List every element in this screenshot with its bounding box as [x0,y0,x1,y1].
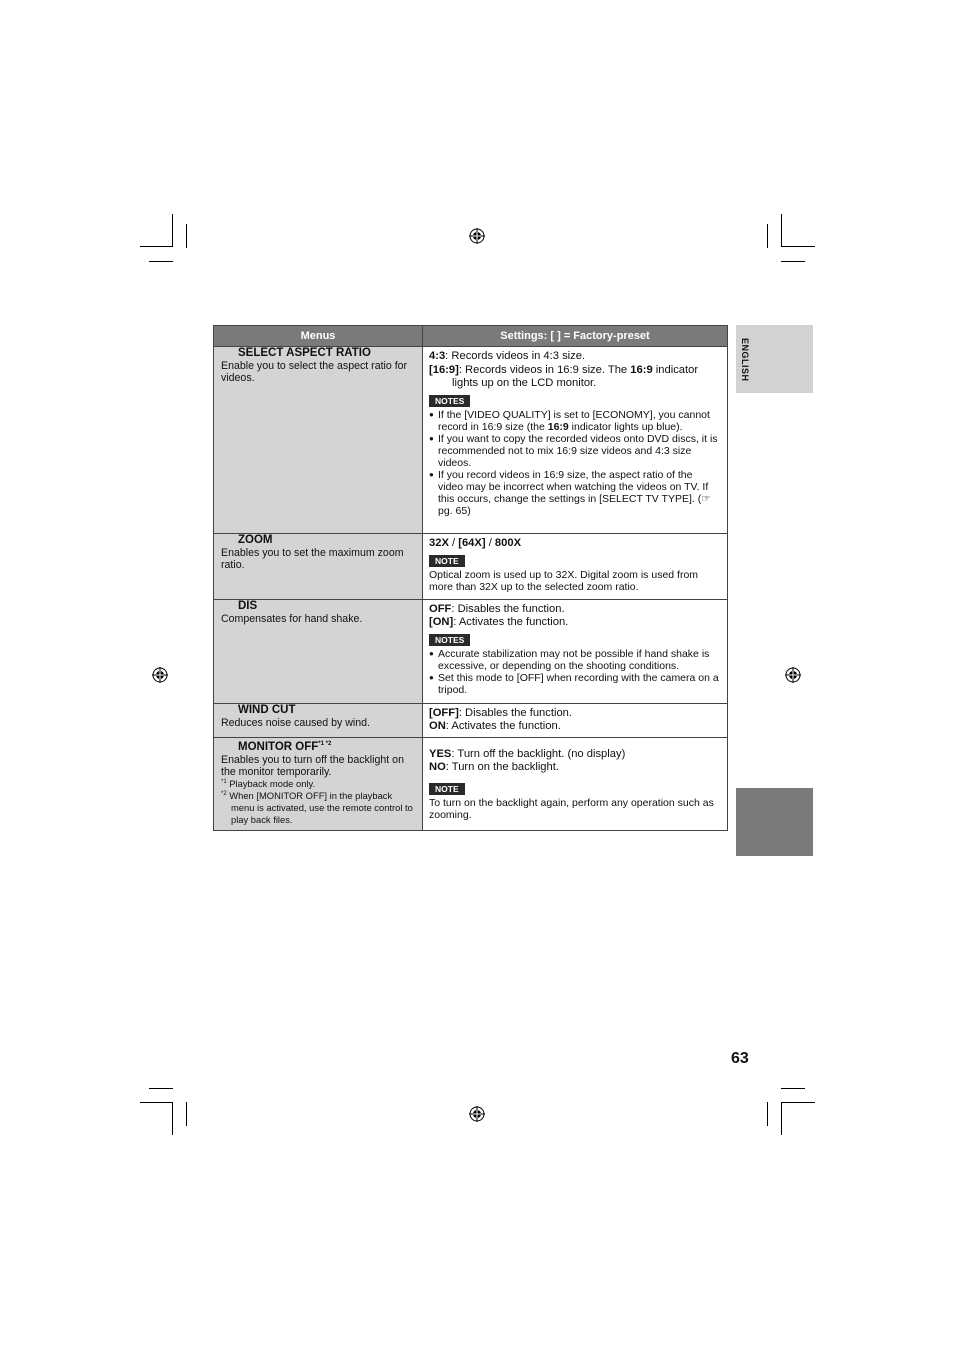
crop-mark [149,261,173,262]
crop-mark [186,224,187,248]
crop-mark [172,214,173,247]
note-item: ● If you want to copy the recorded videos onto DVD discs, it is recommended not to mix 16:9 size videos and 4:3 size videos. [429,433,719,469]
menu-cell [214,737,423,830]
menu-cell [214,599,423,703]
note-text: To turn on the backlight again, perform any operation such as zooming. [429,796,714,821]
note-label: NOTE [429,783,465,795]
crop-mark [140,1102,173,1103]
crop-mark [781,1102,782,1135]
note-label: NOTE [429,555,465,567]
menu-description: Enables you to turn off the backlight on the monitor temporarily. [221,753,404,778]
menu-title: DIS [238,599,258,612]
option-line: 32X / [64X] / 800X [429,537,522,549]
option-line: 4:3: Records videos in 4:3 size. [429,350,586,362]
table-row [214,703,728,737]
menu-title: ZOOM [238,534,273,546]
menu-description: Compensates for hand shake. [221,612,363,625]
crop-mark [149,1088,173,1089]
menu-cell [214,534,423,600]
menu-cell [214,703,423,737]
settings-cell [423,703,728,737]
footnote: $^{*1}$ Playback mode only. [221,777,316,789]
settings-cell [423,599,728,703]
option-line: NO: Turn on the backlight. [429,761,559,773]
registration-mark-icon [785,667,801,683]
notes-label: NOTES [429,634,470,646]
table-row [214,599,728,703]
crop-mark [781,1102,815,1103]
registration-mark-icon [469,1106,485,1122]
footnote: $^{*2}$ When [MONITOR OFF] in the playback menu is activated, use the remote control to play back files. [221,789,413,825]
crop-mark [781,214,782,247]
language-label: ENGLISH [740,338,750,382]
crop-mark [172,1102,173,1135]
registration-mark-icon [152,667,168,683]
settings-cell [423,737,728,830]
header-menus: Menus [214,326,423,347]
table-row [214,534,728,600]
table-row [214,347,728,534]
option-line: ON: Activates the function. [429,720,561,732]
option-line: [OFF]: Disables the function. [429,706,573,719]
crop-mark [781,261,805,262]
menu-settings-table [213,325,728,831]
note-text: Optical zoom is used up to 32X. Digital zoom is used from more than 32X up to the selected zoom ratio. [429,568,699,593]
option-line: [16:9]: Records videos in 16:9 size. The 16:9 indicator lights up on the LCD monitor. [429,363,699,389]
note-item: ● If you record videos in 16:9 size, the aspect ratio of the video may be incorrect when watching the videos on TV. If this occurs, change the settings in [SELECT TV TYPE]. (☞ pg. 65) [429,469,719,517]
table-row [214,737,728,830]
crop-mark [781,246,815,247]
option-line: YES: Turn off the backlight. (no display) [429,747,626,760]
note-item: ● Set this mode to [OFF] when recording with the camera on a tripod. [429,672,719,696]
note-item: ● If the [VIDEO QUALITY] is set to [ECONOMY], you cannot record in 16:9 size (the 16:9 indicator lights up blue). [429,409,719,433]
crop-mark [140,246,173,247]
menu-title: MONITOR $OFF^{*1 *2}$ [238,740,332,753]
table-header-row [214,326,728,347]
notes-label: NOTES [429,395,470,407]
menu-cell [214,347,423,534]
menu-title: SELECT ASPECT RATIO [238,347,371,359]
header-settings: Settings: [ ] = Factory-preset [423,326,728,347]
registration-mark-icon [469,228,485,244]
menu-description: Enable you to select the aspect ratio for videos. [221,360,408,384]
settings-cell [423,534,728,600]
note-item: ● Accurate stabilization may not be possible if hand shake is excessive, or depending on the shooting conditions. [429,648,719,672]
option-line: OFF: Disables the function. [429,602,565,615]
menu-title: WIND CUT [238,703,296,716]
section-tab [736,788,813,856]
settings-cell [423,347,728,534]
option-line: [ON]: Activates the function. [429,616,569,628]
footnote-marks: *1 *2 [318,740,332,747]
menu-description: Reduces noise caused by wind. [221,716,370,729]
menu-description: Enables you to set the maximum zoom ratio. [221,547,404,571]
page-number: 63 [731,1050,749,1067]
crop-mark [767,224,768,248]
crop-mark [781,1088,805,1089]
crop-mark [767,1102,768,1126]
crop-mark [186,1102,187,1126]
reference-icon: ☞ [701,492,711,505]
